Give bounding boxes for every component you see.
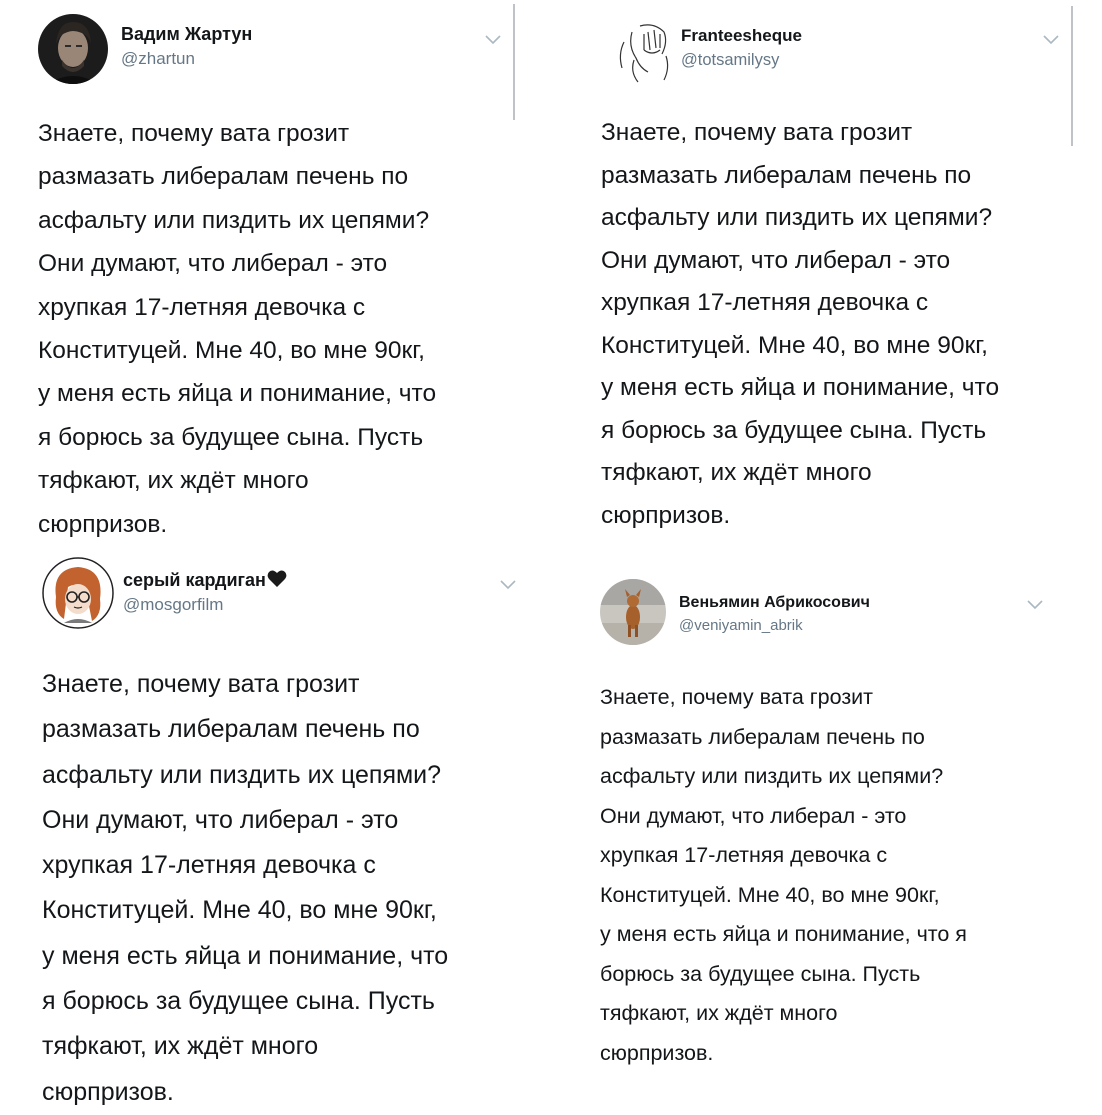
black-heart-icon [267, 569, 287, 588]
avatar[interactable] [42, 557, 114, 629]
handle[interactable]: @totsamilysy [681, 51, 780, 69]
display-name[interactable]: Вадим Жартун [121, 24, 253, 44]
tweet-card-veniyamin-abrik [545, 545, 1102, 1080]
tweet-text: Знаете, почему вата грозит размазать либералам печень по асфальту или пиздить их цепями? Они думают, что либерал - это хрупкая 17-летняя девочка с Конституцей. Мне 40, во мне 90кг, у меня есть яйца и понимание, что я борюсь за будущее сына. Пусть тяфкают, их ждёт много сюрпризов. [38, 120, 437, 538]
tweet-text: Знаете, почему вата грозит размазать либералам печень по асфальту или пиздить их цепями? Они думают, что либерал - это хрупкая 17-летняя девочка с Конституцей. Мне 40, во мне 90кг, у меня есть яйца и понимание, что я борюсь за будущее сына. Пусть тяфкают, их ждёт много сюрпризов. [601, 119, 1000, 529]
handle[interactable]: @zhartun [121, 49, 195, 68]
display-name-text: серый кардиган [123, 570, 266, 590]
tweet-text: Знаете, почему вата грозит размазать либералам печень по асфальту или пиздить их цепями? Они думают, что либерал - это хрупкая 17-летняя девочка с Конституцей. Мне 40, во мне 90кг, у меня есть яйца и понимание, что я борюсь за будущее сына. Пусть тяфкают, их ждёт много сюрпризов. [600, 685, 967, 1065]
tweet-card-mosgorfilm [0, 545, 545, 1106]
chevron-down-icon[interactable] [1042, 33, 1060, 45]
scrollbar[interactable] [513, 4, 515, 120]
tweet-card-zhartun [0, 0, 545, 545]
display-name[interactable] [123, 569, 287, 591]
person-photo-avatar-icon [38, 14, 108, 84]
handle[interactable]: @mosgorfilm [123, 595, 224, 614]
tweet-card-totsamilysy [545, 0, 1102, 545]
dog-photo-avatar-icon [600, 579, 666, 645]
sketch-hand-face-avatar-icon [610, 12, 686, 88]
display-name[interactable]: Веньямин Абрикосович [679, 594, 870, 611]
cartoon-girl-glasses-avatar-icon [42, 557, 114, 629]
tweet-text: Знаете, почему вата грозит размазать либералам печень по асфальту или пиздить их цепями? Они думают, что либерал - это хрупкая 17-летняя девочка с Конституцей. Мне 40, во мне 90кг, у меня есть яйца и понимание, что я борюсь за будущее сына. Пусть тяфкают, их ждёт много сюрпризов. [42, 670, 449, 1106]
avatar[interactable] [38, 14, 108, 84]
chevron-down-icon[interactable] [499, 578, 517, 590]
avatar[interactable] [600, 579, 666, 645]
chevron-down-icon[interactable] [484, 33, 502, 45]
chevron-down-icon[interactable] [1026, 598, 1044, 610]
handle[interactable]: @veniyamin_abrik [679, 617, 803, 634]
display-name[interactable]: Franteesheque [681, 26, 802, 45]
avatar[interactable] [610, 12, 686, 88]
